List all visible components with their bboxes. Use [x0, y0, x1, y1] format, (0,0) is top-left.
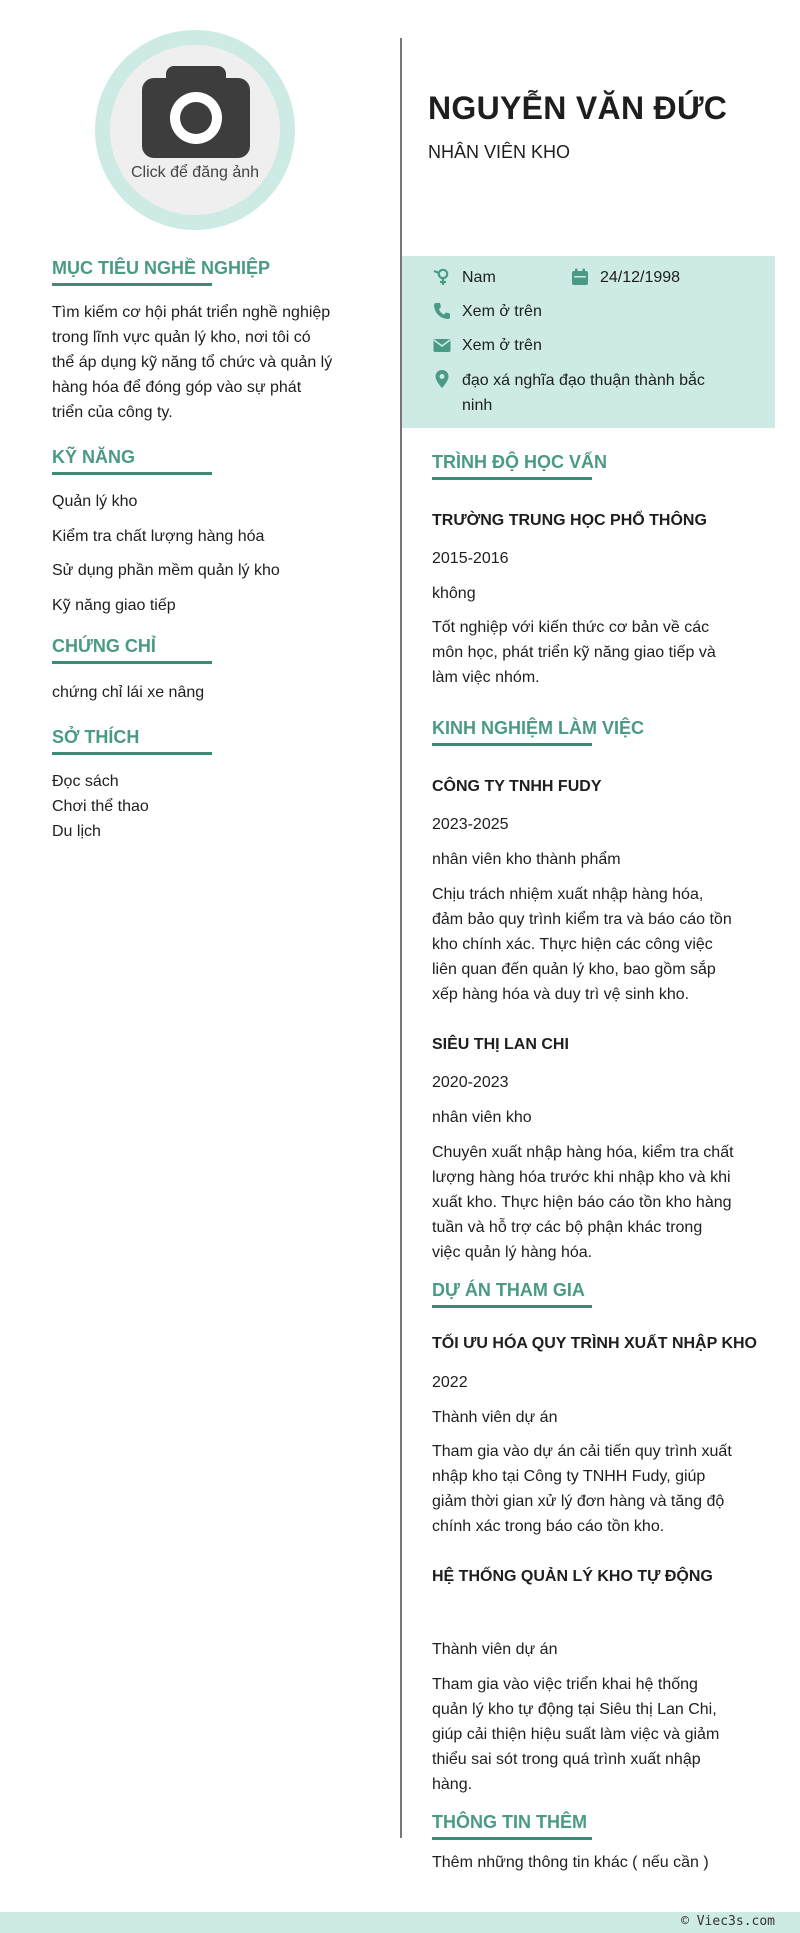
- heading-underline: [432, 743, 592, 746]
- objective-heading: MỤC TIÊU NGHỀ NGHIỆP: [52, 258, 271, 278]
- description-line: môn học, phát triển kỹ năng giao tiếp và: [432, 644, 716, 661]
- location-pin-icon: [432, 369, 452, 389]
- objective-line: thể áp dụng kỹ năng tổ chức và quản lý: [52, 354, 333, 371]
- contact-address-line: ninh: [462, 397, 493, 414]
- description-line: lượng hàng hóa trước khi nhập kho và khi: [432, 1169, 731, 1186]
- contact-phone[interactable]: Xem ở trên: [462, 303, 542, 320]
- gender-icon: [432, 267, 452, 287]
- description-line: Chuyên xuất nhập hàng hóa, kiểm tra chất: [432, 1144, 734, 1161]
- skill-item[interactable]: Quản lý kho: [52, 493, 138, 510]
- description-line: Tham gia vào việc triển khai hệ thống: [432, 1676, 698, 1693]
- certificates-heading: CHỨNG CHỈ: [52, 636, 156, 656]
- hobby-item[interactable]: Đọc sách: [52, 773, 119, 790]
- skill-item[interactable]: Sử dụng phần mềm quản lý kho: [52, 562, 280, 579]
- skill-item[interactable]: Kiểm tra chất lượng hàng hóa: [52, 528, 265, 545]
- education-description[interactable]: [432, 615, 716, 690]
- hobby-item[interactable]: Du lịch: [52, 823, 101, 840]
- description-line: nhập kho tại Công ty TNHH Fudy, giúp: [432, 1468, 706, 1485]
- description-line: Tốt nghiệp với kiến thức cơ bản về các: [432, 619, 710, 636]
- heading-underline: [52, 283, 212, 286]
- education-school[interactable]: TRƯỜNG TRUNG HỌC PHỔ THÔNG: [432, 512, 707, 529]
- email-icon: [432, 335, 452, 355]
- avatar-upload-label[interactable]: Click để đăng ảnh: [130, 164, 260, 181]
- contact-address-line: đạo xá nghĩa đạo thuận thành bắc: [462, 372, 705, 389]
- certificate-item[interactable]: chứng chỉ lái xe nâng: [52, 684, 205, 701]
- contact-gender[interactable]: Nam: [462, 269, 496, 286]
- project-description[interactable]: [432, 1439, 732, 1539]
- description-line: xếp hàng hóa và duy trì vệ sinh kho.: [432, 986, 690, 1003]
- objective-text[interactable]: [52, 300, 352, 425]
- camera-lens-center: [180, 102, 212, 134]
- description-line: liên quan đến quản lý kho, bao gồm sắp: [432, 961, 716, 978]
- description-line: giúp cải thiện hiệu suất làm việc và giảm: [432, 1726, 720, 1743]
- contact-email[interactable]: Xem ở trên: [462, 337, 542, 354]
- description-line: đảm bảo quy trình kiểm tra và báo cáo tồn: [432, 911, 732, 928]
- experience-description[interactable]: [432, 1140, 734, 1265]
- description-line: hàng.: [432, 1776, 473, 1793]
- description-line: quản lý kho tự động tại Siêu thị Lan Chi,: [432, 1701, 717, 1718]
- skill-item[interactable]: Kỹ năng giao tiếp: [52, 597, 176, 614]
- heading-underline: [432, 477, 592, 480]
- description-line: làm việc nhóm.: [432, 669, 540, 686]
- project-period[interactable]: 2022: [432, 1374, 468, 1391]
- heading-underline: [52, 661, 212, 664]
- skills-heading: KỸ NĂNG: [52, 447, 136, 467]
- heading-underline: [432, 1305, 592, 1308]
- education-major[interactable]: không: [432, 585, 476, 602]
- objective-line: triển của công ty.: [52, 404, 173, 421]
- experience-heading: KINH NGHIỆM LÀM VIỆC: [432, 718, 645, 738]
- heading-underline: [52, 752, 212, 755]
- contact-birthday[interactable]: 24/12/1998: [600, 269, 681, 286]
- description-line: xuất kho. Thực hiện báo cáo tồn kho hàng: [432, 1194, 732, 1211]
- description-line: kho chính xác. Thực hiện các công việc: [432, 936, 713, 953]
- description-line: tuần và hỗ trợ các bộ phận khác trong: [432, 1219, 703, 1236]
- phone-icon: [432, 301, 452, 321]
- description-line: giảm thời gian xử lý đơn hàng và tăng độ: [432, 1493, 725, 1510]
- description-line: thiểu sai sót trong quá trình xuất nhập: [432, 1751, 701, 1768]
- experience-period[interactable]: 2020-2023: [432, 1074, 509, 1091]
- project-role[interactable]: Thành viên dự án: [432, 1409, 558, 1426]
- experience-description[interactable]: [432, 882, 732, 1007]
- footer-bar: [0, 1912, 800, 1933]
- objective-line: trong lĩnh vực quản lý kho, nơi tôi có: [52, 329, 311, 346]
- experience-company[interactable]: CÔNG TY TNHH FUDY: [432, 778, 602, 795]
- description-line: chính xác trong báo cáo tồn kho.: [432, 1518, 665, 1535]
- project-name[interactable]: TỐI ƯU HÓA QUY TRÌNH XUẤT NHẬP KHO: [432, 1335, 757, 1352]
- heading-underline: [52, 472, 212, 475]
- education-period[interactable]: 2015-2016: [432, 550, 509, 567]
- description-line: việc quản lý hàng hóa.: [432, 1244, 593, 1261]
- experience-role[interactable]: nhân viên kho thành phẩm: [432, 851, 621, 868]
- project-name[interactable]: HỆ THỐNG QUẢN LÝ KHO TỰ ĐỘNG: [432, 1568, 713, 1585]
- footer-copyright: © Viec3s.com: [681, 1914, 775, 1929]
- candidate-name[interactable]: NGUYỄN VĂN ĐỨC: [428, 90, 728, 126]
- hobbies-heading: SỞ THÍCH: [52, 727, 140, 747]
- contact-address[interactable]: [462, 368, 705, 418]
- project-role[interactable]: Thành viên dự án: [432, 1641, 558, 1658]
- experience-role[interactable]: nhân viên kho: [432, 1109, 532, 1126]
- projects-heading: DỰ ÁN THAM GIA: [432, 1280, 585, 1300]
- experience-company[interactable]: SIÊU THỊ LAN CHI: [432, 1036, 569, 1053]
- education-heading: TRÌNH ĐỘ HỌC VẤN: [432, 452, 607, 472]
- hobby-item[interactable]: Chơi thể thao: [52, 798, 149, 815]
- extra-info-heading: THÔNG TIN THÊM: [432, 1812, 587, 1832]
- calendar-icon: [570, 267, 590, 287]
- description-line: Chịu trách nhiệm xuất nhập hàng hóa,: [432, 886, 704, 903]
- objective-line: hàng hóa để đóng góp vào sự phát: [52, 379, 302, 396]
- objective-line: Tìm kiếm cơ hội phát triển nghề nghiệp: [52, 304, 331, 321]
- project-description[interactable]: [432, 1672, 719, 1797]
- experience-period[interactable]: 2023-2025: [432, 816, 509, 833]
- candidate-position[interactable]: NHÂN VIÊN KHO: [428, 142, 571, 162]
- description-line: Tham gia vào dự án cải tiến quy trình xuất: [432, 1443, 732, 1460]
- heading-underline: [432, 1837, 592, 1840]
- extra-info-text[interactable]: Thêm những thông tin khác ( nếu cần ): [432, 1854, 709, 1871]
